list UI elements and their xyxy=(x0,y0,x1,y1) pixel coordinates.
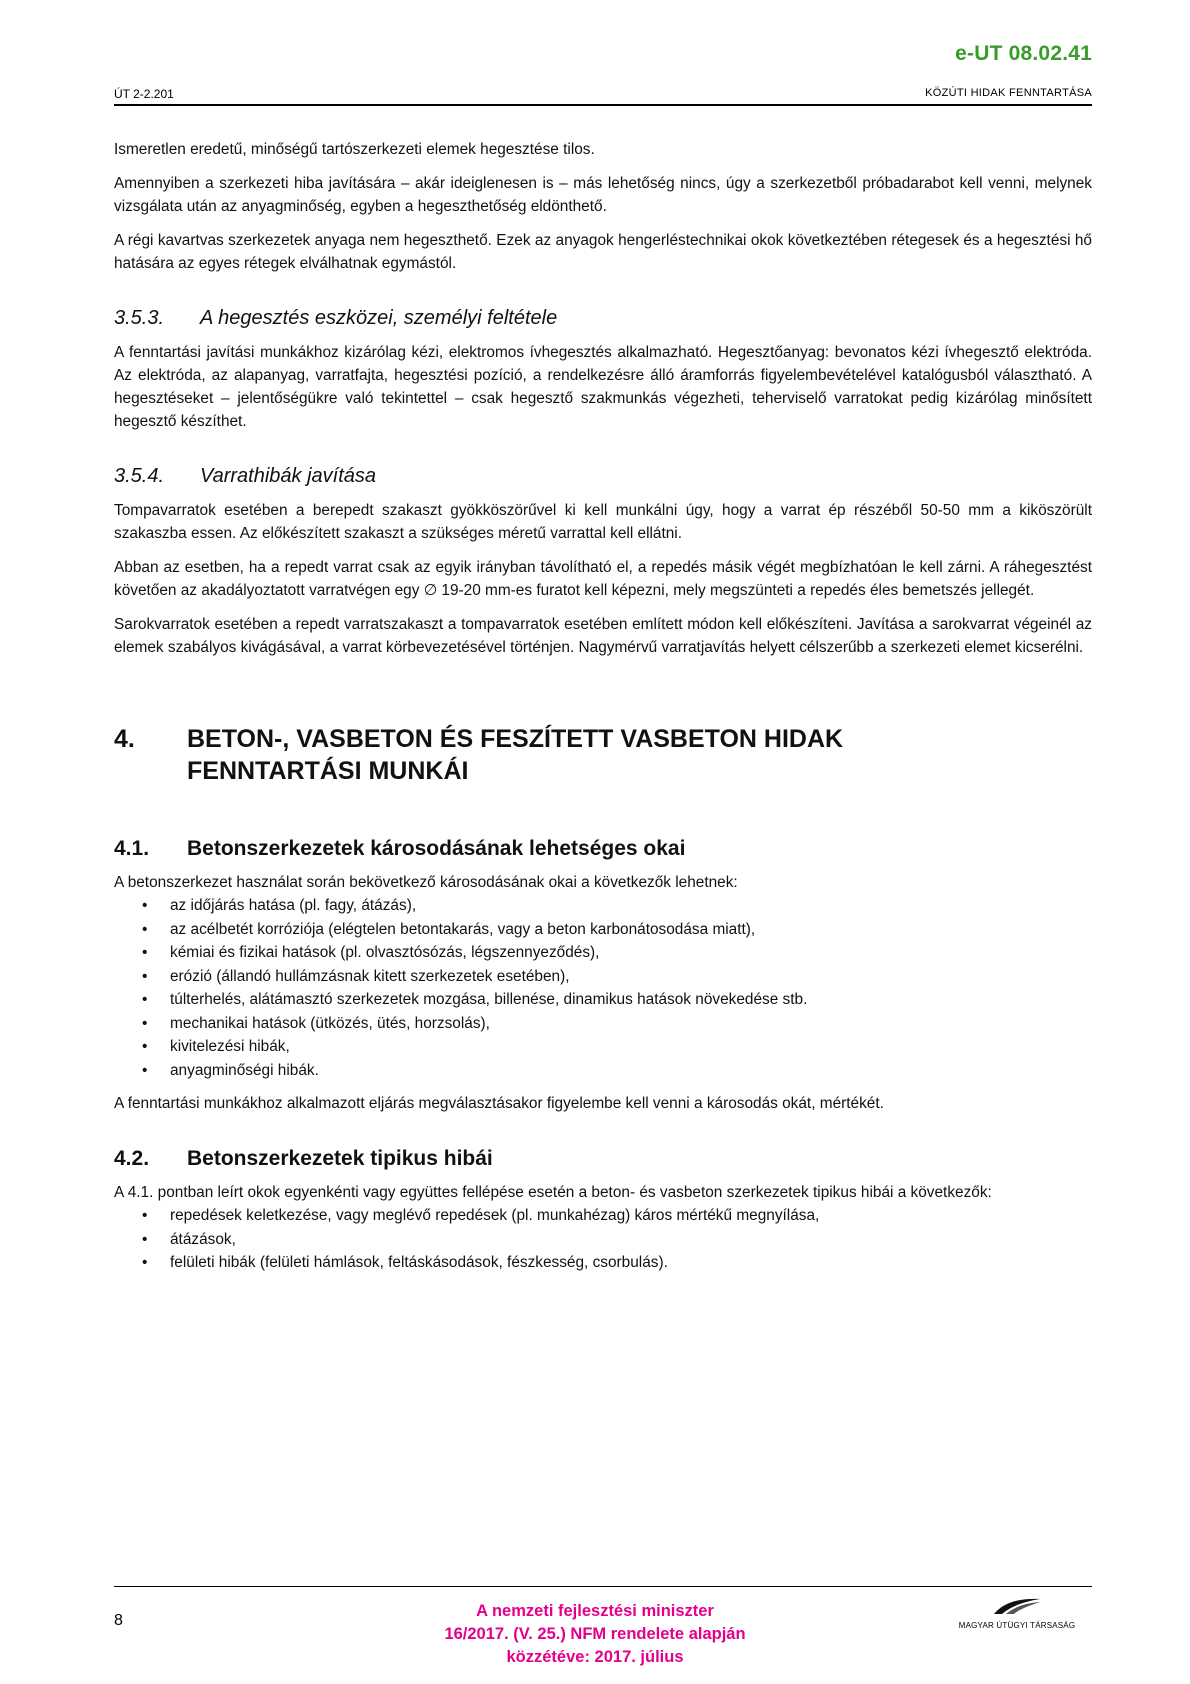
list-item: • kivitelezési hibák, xyxy=(114,1035,1092,1059)
paragraph: Amennyiben a szerkezeti hiba javítására – akár ideiglenesen is – más lehetőség nincs, úgy a szerkezetből próbadarabot kell venni, melynek vizsgálata után az anyagminőség, egyben a hegeszthetőség eldönthető. xyxy=(114,175,1092,215)
paragraph: A 4.1. pontban leírt okok egyenkénti vagy együttes fellépése esetén a beton- és vasbeton szerkezetek tipikus hibái a következők: xyxy=(114,1184,992,1201)
subsection-title: A hegesztés eszközei, személyi feltétele xyxy=(200,307,558,329)
publication-note xyxy=(330,1600,860,1669)
list-item: • felületi hibák (felületi hámlások, feltáskásodások, fészkesség, csorbulás). xyxy=(114,1251,1092,1275)
publication-note-line-2: 16/2017. (V. 25.) NFM rendelete alapján xyxy=(444,1625,746,1643)
subsection-heading-3-5-4 xyxy=(114,463,1092,489)
chapter-number: 4. xyxy=(114,725,135,753)
list-item: • az időjárás hatása (pl. fagy, átázás), xyxy=(114,894,1092,918)
section-number: 4.2. xyxy=(114,1147,150,1170)
section-heading-4-1 xyxy=(114,835,1092,863)
paragraph: A fenntartási javítási munkákhoz kizárólag kézi, elektromos ívhegesztés alkalmazható. Hegesztőanyag: bevonatos kézi ívhegesztő elektróda. Az elektróda, az alapanyag, varratfajta, hegesztési pozíció, a rendelkezésre álló áramforrás figyelembevételével katalógusból választható. A hegesztéseket – jelentőségükre való tekintettel – csak hegesztő szakmunkás végezheti, teherviselő varratokat pedig kizárólag minősített hegesztő készíthet. xyxy=(114,344,1092,430)
list-item: • átázások, xyxy=(114,1228,1092,1252)
bullet-list xyxy=(114,1204,1092,1275)
page-content xyxy=(114,138,1092,1285)
road-swoosh-icon xyxy=(992,1596,1042,1616)
list-item: • anyagminőségi hibák. xyxy=(114,1059,1092,1083)
section-title: Betonszerkezetek károsodásának lehetséges okai xyxy=(187,837,686,860)
subsection-number: 3.5.4. xyxy=(114,465,165,487)
section-title: Betonszerkezetek tipikus hibái xyxy=(187,1147,493,1170)
paragraph: A fenntartási munkákhoz alkalmazott eljárás megválasztásakor figyelembe kell venni a károsodás okát, mértékét. xyxy=(114,1095,884,1112)
list-item: • repedések keletkezése, vagy meglévő repedések (pl. munkahézag) káros mértékű megnyílása, xyxy=(114,1204,1092,1228)
chapter-heading-4 xyxy=(114,723,1092,787)
bullet-list xyxy=(114,894,1092,1082)
paragraph: A régi kavartvas szerkezetek anyaga nem hegeszthető. Ezek az anyagok hengerléstechnikai okok következtében rétegesek és a hegesztési hő hatására az egyes rétegek elválhatnak egymástól. xyxy=(114,232,1092,272)
publisher-logo xyxy=(942,1596,1092,1632)
paragraph: Ismeretlen eredetű, minőségű tartószerkezeti elemek hegesztése tilos. xyxy=(114,141,595,158)
list-item: • túlterhelés, alátámasztó szerkezetek mozgása, billenése, dinamikus hatások növekedése stb. xyxy=(114,988,1092,1012)
list-item: • az acélbetét korróziója (elégtelen betontakarás, vagy a beton karbonátosodása miatt), xyxy=(114,918,1092,942)
subsection-number: 3.5.3. xyxy=(114,307,165,329)
standard-id: ÚT 2-2.201 xyxy=(114,87,174,101)
paragraph: Sarokvarratok esetében a repedt varratszakaszt a tompavarratok esetében említett módon kell előkészíteni. Javítása a sarokvarrat végeinél az elemek szabályos kivágásával, a varrat körbevezetésével történjen. Nagymérvű varratjavítás helyett célszerűbb a szerkezeti elemet kicserélni. xyxy=(114,616,1092,656)
list-item: • mechanikai hatások (ütközés, ütés, horzsolás), xyxy=(114,1012,1092,1036)
chapter-title xyxy=(187,723,843,787)
paragraph: Abban az esetben, ha a repedt varrat csak az egyik irányban távolítható el, a repedés másik végét megbízhatóan le kell zárni. A ráhegesztést követően az akadályoztatott varratvégen egy ∅ 19-20 mm-es furatot kell képezni, mely megszünteti a repedés éles bemetszés jellegét. xyxy=(114,559,1092,599)
publication-note-line-3: közzétéve: 2017. július xyxy=(506,1648,684,1666)
footer-rule xyxy=(114,1586,1092,1587)
page-number: 8 xyxy=(114,1612,123,1629)
header-rule xyxy=(114,104,1092,106)
list-item: • kémiai és fizikai hatások (pl. olvasztósózás, légszennyeződés), xyxy=(114,941,1092,965)
logo-text: MAGYAR ÚTÜGYI TÁRSASÁG xyxy=(958,1621,1076,1630)
section-heading-4-2 xyxy=(114,1145,1092,1173)
paragraph: Tompavarratok esetében a berepedt szakaszt gyökköszörűvel ki kell munkálni úgy, hogy a varrat ép részéből 50-50 mm a kiköszörült szakaszba essen. Az előkészített szakaszt a szükséges méretű varrattal kell ellátni. xyxy=(114,502,1092,542)
running-title: KÖZÚTI HIDAK FENNTARTÁSA xyxy=(925,87,1092,99)
chapter-title-line-2: FENNTARTÁSI MUNKÁI xyxy=(187,757,469,785)
section-number: 4.1. xyxy=(114,837,150,860)
chapter-title-line-1: BETON-, VASBETON ÉS FESZÍTETT VASBETON HIDAK xyxy=(187,725,844,753)
subsection-title: Varrathibák javítása xyxy=(200,465,377,487)
document-code: e-UT 08.02.41 xyxy=(955,42,1092,65)
list-item: • erózió (állandó hullámzásnak kitett szerkezetek esetében), xyxy=(114,965,1092,989)
subsection-heading-3-5-3 xyxy=(114,305,1092,331)
publication-note-line-1: A nemzeti fejlesztési miniszter xyxy=(476,1602,714,1620)
paragraph: A betonszerkezet használat során bekövetkező károsodásának okai a következők lehetnek: xyxy=(114,874,738,891)
